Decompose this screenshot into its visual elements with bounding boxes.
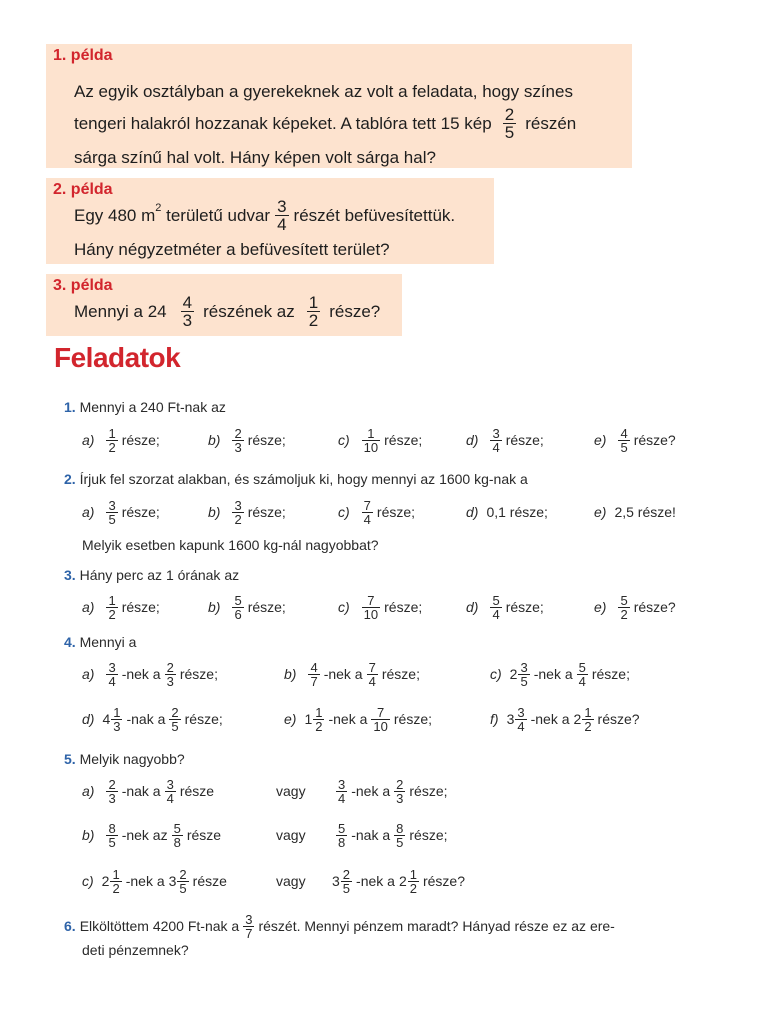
fraction-denominator: 2: [108, 439, 116, 455]
fraction-numerator: 1: [409, 866, 417, 882]
fraction: [313, 706, 324, 733]
item-label: a): [82, 666, 95, 682]
task-2-item-b: [208, 499, 286, 526]
fraction-numerator: 4: [182, 293, 193, 312]
task-5-a-vagy: vagy: [276, 783, 306, 799]
fraction-numerator: 3: [492, 425, 500, 441]
fraction-numerator: 3: [166, 776, 174, 792]
item-mid: -nek a: [533, 666, 573, 682]
item-label: b): [208, 432, 221, 448]
item-label: d): [466, 432, 479, 448]
item-label: a): [82, 599, 95, 615]
task-5-row-a: [82, 771, 722, 811]
fraction-denominator: 4: [338, 790, 346, 806]
item-suffix: része;: [247, 432, 286, 448]
fraction: [232, 499, 243, 526]
fraction: [106, 661, 117, 688]
item-label: e): [594, 504, 607, 520]
task-4-item-d: [82, 706, 223, 733]
fraction-denominator: 4: [277, 215, 287, 234]
task-number: 1.: [64, 399, 76, 415]
task-5-c-right: [332, 868, 465, 895]
task-number: 2.: [64, 471, 76, 487]
example-1-box: [46, 44, 632, 168]
fraction-denominator: 2: [620, 606, 628, 622]
whole-part: 2: [573, 711, 582, 727]
item-mid: -nek a: [121, 666, 161, 682]
fraction: [490, 594, 501, 621]
item-label: f): [490, 711, 499, 727]
fraction-numerator: 5: [620, 592, 628, 608]
fraction: [106, 822, 117, 849]
whole-part: 4: [102, 711, 111, 727]
item-mid: -nak a: [126, 711, 166, 727]
item-suffix: része;: [376, 504, 416, 520]
task-text: Melyik nagyobb?: [79, 751, 185, 767]
whole-part: 3: [506, 711, 515, 727]
item-label: c): [490, 666, 502, 682]
task-1-item-d: [466, 427, 544, 454]
item-label: e): [594, 599, 607, 615]
fraction: [169, 706, 180, 733]
item-label: b): [284, 666, 297, 682]
whole-part: 2: [509, 666, 518, 682]
task-6-line-1: [64, 906, 744, 946]
fraction-numerator: 1: [584, 704, 592, 720]
fraction-numerator: 7: [368, 659, 376, 675]
whole-part: 2: [101, 873, 110, 889]
task-1-item-a: [82, 427, 160, 454]
example-1-line-1: Az egyik osztályban a gyerekeknek az volt a feladata, hogy színes: [74, 82, 573, 101]
task-text: Hány perc az 1 órának az: [79, 567, 240, 583]
fraction-numerator: 3: [277, 197, 287, 216]
task-5-a-right: [332, 778, 448, 805]
item-mid: -nak a: [121, 783, 161, 799]
example-3-fraction-2: [307, 294, 320, 329]
fraction-denominator: 5: [179, 880, 187, 896]
fraction: [362, 427, 380, 454]
example-2-line-1: [74, 198, 455, 233]
fraction-numerator: 1: [108, 592, 116, 608]
example-2-title: 2. példa: [53, 181, 113, 198]
item-suffix: része;: [505, 432, 544, 448]
item-label: c): [338, 599, 350, 615]
fraction: [518, 661, 529, 688]
fraction-numerator: 3: [108, 497, 116, 513]
task-4-item-c: [490, 661, 630, 688]
fraction: [394, 822, 405, 849]
fraction-denominator: 5: [171, 718, 179, 734]
example-3-box: [46, 274, 402, 336]
fraction-numerator: 3: [520, 659, 528, 675]
fraction: [371, 706, 389, 733]
fraction-numerator: 3: [108, 659, 116, 675]
item-suffix: része;: [121, 504, 160, 520]
fraction: [165, 778, 176, 805]
task-3-header: [64, 567, 239, 583]
task-text: részét. Mennyi pénzem maradt? Hányad része ez az ere-: [258, 918, 615, 934]
fraction: [308, 661, 319, 688]
fraction-numerator: 5: [578, 659, 586, 675]
item-label: a): [82, 432, 95, 448]
fraction: [515, 706, 526, 733]
fraction-numerator: 3: [234, 497, 242, 513]
mixed-number: [507, 706, 531, 733]
item-label: d): [82, 711, 95, 727]
task-5-b-vagy: vagy: [276, 827, 306, 843]
fraction-numerator: 2: [179, 866, 187, 882]
fraction-denominator: 4: [578, 673, 586, 689]
example-1-line-2-end: részén: [525, 113, 577, 133]
item-suffix: része: [179, 783, 215, 799]
fraction-numerator: 5: [338, 820, 346, 836]
fraction-denominator: 6: [234, 606, 242, 622]
example-2-box: [46, 178, 494, 264]
item-label: d): [466, 504, 479, 520]
task-5-row-b: [82, 815, 722, 855]
fraction-denominator: 3: [396, 790, 404, 806]
fraction-denominator: 3: [166, 673, 174, 689]
fraction: [362, 499, 373, 526]
item-suffix: része?: [633, 432, 676, 448]
item-suffix: része;: [505, 599, 544, 615]
item-label: c): [338, 432, 350, 448]
task-number: 3.: [64, 567, 76, 583]
item-label: a): [82, 504, 95, 520]
task-1-item-b: [208, 427, 286, 454]
fraction-denominator: 2: [315, 718, 323, 734]
task-3-item-a: [82, 594, 160, 621]
item-suffix: része;: [409, 783, 448, 799]
task-2-item-e: [594, 504, 676, 520]
mixed-number: [510, 661, 534, 688]
fraction: [490, 427, 501, 454]
item-suffix: része;: [247, 504, 286, 520]
fraction: [111, 706, 122, 733]
fraction-denominator: 8: [338, 834, 346, 850]
item-suffix: része?: [597, 711, 640, 727]
fraction: [165, 661, 176, 688]
item-label: a): [82, 783, 95, 799]
fraction-denominator: 4: [108, 673, 116, 689]
fraction: [336, 778, 347, 805]
fraction-denominator: 3: [182, 311, 193, 330]
item-text: 0,1 része;: [486, 504, 548, 520]
fraction: [232, 594, 243, 621]
item-suffix: része;: [121, 432, 160, 448]
mixed-number: [399, 868, 423, 895]
superscript: 2: [155, 202, 162, 214]
task-2-question: Melyik esetben kapunk 1600 kg-nál nagyobbat?: [82, 537, 379, 553]
task-number: 6.: [64, 918, 76, 934]
fraction: [232, 427, 243, 454]
item-suffix: része: [192, 873, 227, 889]
item-label: e): [594, 432, 607, 448]
fraction-numerator: 2: [171, 704, 179, 720]
task-5-row-c: [82, 861, 722, 901]
example-2-text-a: Egy 480 m: [74, 205, 156, 225]
item-mid: -nak a: [351, 827, 391, 843]
fraction-numerator: 1: [315, 704, 323, 720]
fraction-numerator: 1: [308, 293, 319, 312]
fraction: [577, 661, 588, 688]
fraction-numerator: 5: [492, 592, 500, 608]
item-mid: -nek a: [351, 783, 391, 799]
item-suffix: része;: [591, 666, 630, 682]
item-mid: -nek a: [328, 711, 368, 727]
fraction-denominator: 10: [373, 718, 388, 734]
example-1-line-2: [74, 106, 576, 141]
fraction-numerator: 3: [338, 776, 346, 792]
fraction-numerator: 8: [108, 820, 116, 836]
task-4-item-f: [490, 706, 640, 733]
item-text: 2,5 része!: [614, 504, 676, 520]
fraction: [362, 594, 380, 621]
fraction: [618, 427, 629, 454]
task-2-item-c: [338, 499, 415, 526]
fraction-denominator: 5: [504, 123, 515, 142]
task-text: Mennyi a: [79, 634, 137, 650]
item-mid: -nek az: [121, 827, 168, 843]
task-5-header: [64, 751, 185, 767]
fraction: [367, 661, 378, 688]
fraction-denominator: 4: [368, 673, 376, 689]
item-label: e): [284, 711, 297, 727]
fraction-denominator: 5: [342, 880, 351, 896]
fraction: [336, 822, 347, 849]
section-heading: Feladatok: [54, 342, 181, 373]
fraction-denominator: 3: [108, 790, 116, 806]
mixed-number: [332, 868, 356, 895]
task-5-c-vagy: vagy: [276, 873, 306, 889]
fraction-numerator: 7: [367, 592, 375, 608]
task-5-c-left: [82, 868, 227, 895]
fraction-denominator: 4: [166, 790, 174, 806]
item-suffix: része;: [247, 599, 286, 615]
example-3-text-a: Mennyi a 24: [74, 301, 167, 321]
task-4-row-1: [82, 654, 722, 694]
fraction-numerator: 1: [108, 425, 116, 441]
item-suffix: része;: [121, 599, 160, 615]
example-2-line-2: Hány négyzetméter a befüvesített terület?: [74, 240, 390, 259]
task-4-item-b: [284, 661, 420, 688]
task-4-item-e: [284, 706, 432, 733]
fraction: [172, 822, 183, 849]
example-3-fraction-1: [181, 294, 194, 329]
task-1-items: [82, 420, 722, 460]
fraction-numerator: 1: [113, 704, 121, 720]
example-3-text-b: részének az: [203, 301, 295, 321]
fraction-numerator: 5: [234, 592, 242, 608]
task-number: 5.: [64, 751, 76, 767]
item-suffix: része: [186, 827, 222, 843]
item-suffix: része;: [179, 666, 218, 682]
fraction-numerator: 8: [396, 820, 404, 836]
mixed-number: [102, 868, 126, 895]
task-3-items: [82, 587, 722, 627]
whole-part: 3: [168, 873, 177, 889]
fraction-denominator: 2: [112, 880, 120, 896]
fraction-numerator: 3: [517, 704, 525, 720]
fraction: [243, 913, 254, 940]
fraction: [341, 868, 352, 895]
fraction-denominator: 5: [396, 834, 404, 850]
mixed-number: [304, 706, 328, 733]
whole-part: 1: [304, 711, 313, 727]
fraction-denominator: 2: [234, 511, 242, 527]
example-2-text-b: területű udvar: [161, 205, 271, 225]
task-5-a-left: [82, 778, 214, 805]
task-5-b-right: [332, 822, 448, 849]
task-4-row-2: [82, 699, 722, 739]
fraction-denominator: 2: [409, 880, 417, 896]
fraction-numerator: 3: [245, 911, 253, 927]
fraction-numerator: 5: [173, 820, 181, 836]
item-label: b): [82, 827, 95, 843]
item-suffix: része;: [384, 432, 423, 448]
task-text: Elköltöttem 4200 Ft-nak a: [79, 918, 240, 934]
task-3-item-c: [338, 594, 422, 621]
mixed-number: [169, 868, 193, 895]
task-5-b-left: [82, 822, 221, 849]
item-suffix: része?: [422, 873, 466, 889]
task-1-header: [64, 399, 226, 415]
task-3-item-d: [466, 594, 544, 621]
fraction-denominator: 7: [310, 673, 318, 689]
fraction-numerator: 4: [620, 425, 628, 441]
fraction: [106, 499, 117, 526]
task-2-items: [82, 492, 722, 532]
example-2-text-c: részét befüvesítettük.: [293, 205, 456, 225]
fraction-denominator: 5: [620, 439, 628, 455]
fraction: [394, 778, 405, 805]
item-suffix: része;: [409, 827, 448, 843]
example-1-line-3: sárga színű hal volt. Hány képen volt sárga hal?: [74, 148, 436, 167]
item-mid: -nek a: [530, 711, 570, 727]
mixed-number: [102, 706, 126, 733]
fraction-denominator: 2: [308, 311, 319, 330]
fraction-numerator: 2: [504, 105, 515, 124]
task-number: 4.: [64, 634, 76, 650]
item-mid: -nek a: [125, 873, 165, 889]
item-label: c): [82, 873, 94, 889]
example-3-title: 3. példa: [53, 277, 113, 294]
example-1-title: 1. példa: [53, 47, 113, 64]
example-3-line: [74, 294, 380, 329]
item-label: c): [338, 504, 350, 520]
fraction-denominator: 10: [363, 606, 379, 622]
task-2-item-a: [82, 499, 160, 526]
fraction-numerator: 4: [310, 659, 318, 675]
fraction-numerator: 7: [377, 704, 385, 720]
fraction-denominator: 4: [363, 511, 371, 527]
item-suffix: része;: [393, 711, 432, 727]
fraction-numerator: 2: [234, 425, 242, 441]
whole-part: 3: [332, 873, 340, 889]
example-1-line-2-text: tengeri halakról hozzanak képeket. A tablóra tett 15 kép: [74, 113, 492, 133]
fraction-denominator: 4: [492, 606, 500, 622]
item-suffix: része;: [384, 599, 423, 615]
item-mid: -nek a: [356, 873, 395, 889]
task-3-item-b: [208, 594, 286, 621]
item-label: d): [466, 599, 479, 615]
example-3-text-c: része?: [329, 301, 381, 321]
fraction-denominator: 5: [108, 511, 116, 527]
whole-part: 2: [398, 873, 407, 889]
fraction: [618, 594, 629, 621]
item-suffix: része;: [381, 666, 420, 682]
item-mid: -nek a: [323, 666, 363, 682]
fraction-numerator: 7: [363, 497, 371, 513]
example-2-fraction: [275, 198, 288, 233]
fraction-denominator: 8: [173, 834, 181, 850]
task-4-item-a: [82, 661, 218, 688]
fraction-numerator: 2: [108, 776, 116, 792]
fraction: [106, 594, 117, 621]
task-text: Írjuk fel szorzat alakban, és számoljuk ki, hogy mennyi az 1600 kg-nak a: [79, 471, 528, 487]
item-label: b): [208, 599, 221, 615]
fraction: [408, 868, 419, 895]
fraction-denominator: 4: [517, 718, 525, 734]
task-3-item-e: [594, 594, 676, 621]
item-suffix: része?: [633, 599, 676, 615]
task-text: Mennyi a 240 Ft-nak az: [79, 399, 226, 415]
fraction-denominator: 2: [584, 718, 592, 734]
task-2-item-d: [466, 504, 548, 520]
fraction-denominator: 4: [492, 439, 500, 455]
fraction: [106, 427, 117, 454]
fraction-numerator: 1: [112, 866, 120, 882]
fraction-numerator: 2: [342, 866, 351, 882]
fraction: [110, 868, 121, 895]
mixed-number: [574, 706, 598, 733]
fraction-denominator: 2: [108, 606, 116, 622]
fraction: [177, 868, 188, 895]
fraction-denominator: 7: [245, 925, 253, 941]
fraction-denominator: 10: [363, 439, 379, 455]
item-label: b): [208, 504, 221, 520]
task-1-item-c: [338, 427, 422, 454]
fraction-denominator: 3: [234, 439, 242, 455]
task-6-line-2: deti pénzemnek?: [82, 942, 189, 958]
task-1-item-e: [594, 427, 676, 454]
fraction-numerator: 2: [396, 776, 404, 792]
fraction: [106, 778, 117, 805]
task-4-header: [64, 634, 136, 650]
fraction-denominator: 5: [520, 673, 528, 689]
fraction-numerator: 2: [166, 659, 174, 675]
fraction-denominator: 3: [113, 718, 121, 734]
task-2-header: [64, 471, 528, 487]
item-suffix: része;: [184, 711, 223, 727]
example-1-fraction: [503, 106, 516, 141]
fraction: [582, 706, 593, 733]
fraction-numerator: 1: [367, 425, 375, 441]
fraction-denominator: 5: [108, 834, 116, 850]
